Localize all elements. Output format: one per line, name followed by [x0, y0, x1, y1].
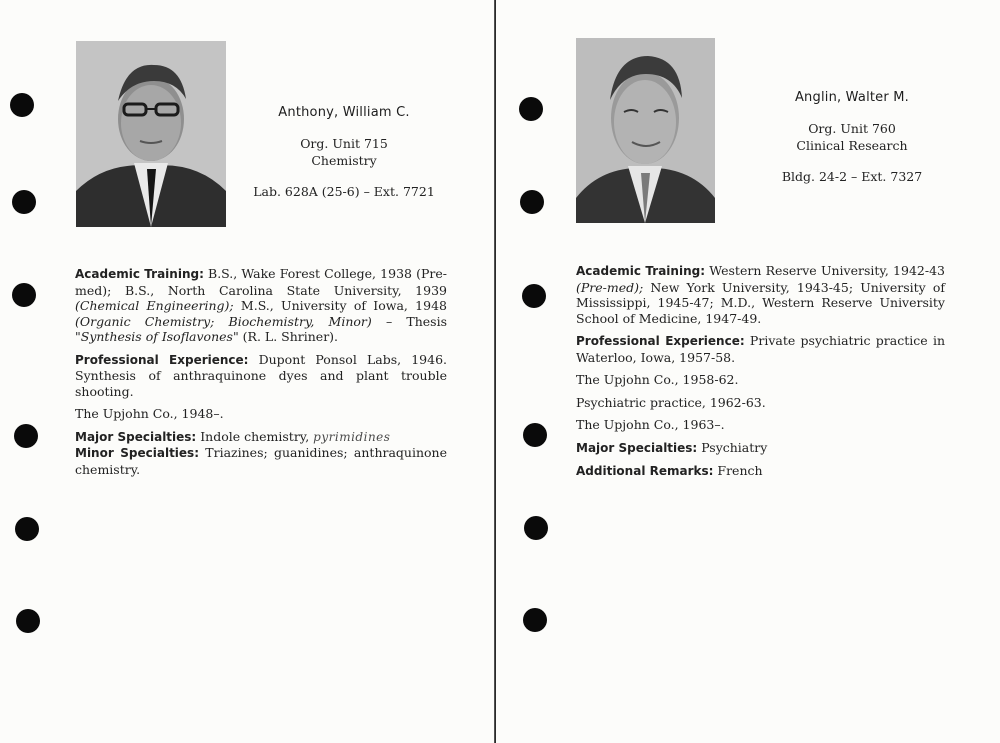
binder-hole: [523, 608, 547, 632]
org-unit: Org. Unit 715: [300, 136, 388, 151]
binder-hole: [519, 97, 543, 121]
experience-entry: Psychiatric practice, 1962-63.: [576, 394, 766, 410]
right-page: [496, 0, 1000, 743]
experience-entry: The Upjohn Co., 1948–.: [75, 406, 224, 421]
professional-label: Professional Experience:: [576, 334, 745, 348]
binder-hole: [12, 190, 36, 214]
academic-training: Academic Training: B.S., Wake Forest College, 1938 (Pre-med); B.S., North Carolina State University, 1939 (Chemical Engineering); M.S., University of Iowa, 1948 (Organic Chemistry; Biochemistry, Minor) – Thesis "Synthesis of Isoflavones" (R. L. Shriner).: [75, 266, 447, 344]
academic-label: Academic Training:: [576, 264, 706, 278]
major-specialties: Major Specialties: Indole chemistry, pyrimidines: [75, 428, 391, 444]
person-name: Anglin, Walter M.: [794, 90, 910, 105]
binder-hole: [522, 284, 546, 308]
location: Lab. 628A (25-6) – Ext. 7721: [253, 184, 435, 199]
binder-hole: [15, 517, 39, 541]
academic-training: Academic Training: Western Reserve University, 1942-43 (Pre-med); New York University, 1943-45; University of Mississippi, 1945-47; M.D., Western Reserve University School of Medicine, 1947-49.: [576, 263, 945, 326]
left-page: [0, 0, 496, 743]
minor-label: Minor Specialties:: [75, 446, 199, 460]
binder-hole: [524, 516, 548, 540]
binder-hole: [523, 423, 547, 447]
professional-experience: Professional Experience: Dupont Ponsol Labs, 1946. Synthesis of anthraquinone dyes and plant trouble shooting.: [75, 351, 447, 399]
department: Chemistry: [311, 153, 377, 168]
org-unit: Org. Unit 760: [808, 121, 896, 136]
id-block: [732, 89, 972, 185]
minor-specialties: Minor Specialties: Triazines; guanidines; anthraquinone chemistry.: [75, 445, 447, 477]
profile-body: [75, 266, 447, 477]
experience-entry: The Upjohn Co., 1958-62.: [576, 372, 739, 387]
experience-entry: The Upjohn Co., 1963–.: [576, 417, 725, 432]
binder-hole: [12, 283, 36, 307]
professional-label: Professional Experience:: [75, 352, 249, 367]
professional-experience: Professional Experience: Private psychiatric practice in Waterloo, Iowa, 1957-58.: [576, 333, 945, 365]
remarks-label: Additional Remarks:: [576, 464, 714, 478]
additional-remarks: Additional Remarks: French: [576, 463, 763, 478]
binder-hole: [14, 424, 38, 448]
location: Bldg. 24-2 – Ext. 7327: [781, 169, 923, 184]
binder-hole: [520, 190, 544, 214]
id-block: [236, 104, 452, 200]
binder-hole: [10, 93, 34, 117]
handwritten-annotation: pyrimidines: [313, 429, 391, 444]
person-name: Anthony, William C.: [278, 105, 410, 120]
major-label: Major Specialties:: [576, 440, 698, 455]
academic-label: Academic Training:: [75, 267, 204, 281]
department: Clinical Research: [796, 138, 908, 153]
binder-hole: [16, 609, 40, 633]
portrait-photo: [76, 41, 226, 227]
profile-body: [576, 263, 945, 487]
major-label: Major Specialties:: [75, 429, 197, 444]
major-specialties: Major Specialties: Psychiatry: [576, 439, 768, 455]
portrait-photo: [576, 38, 715, 223]
